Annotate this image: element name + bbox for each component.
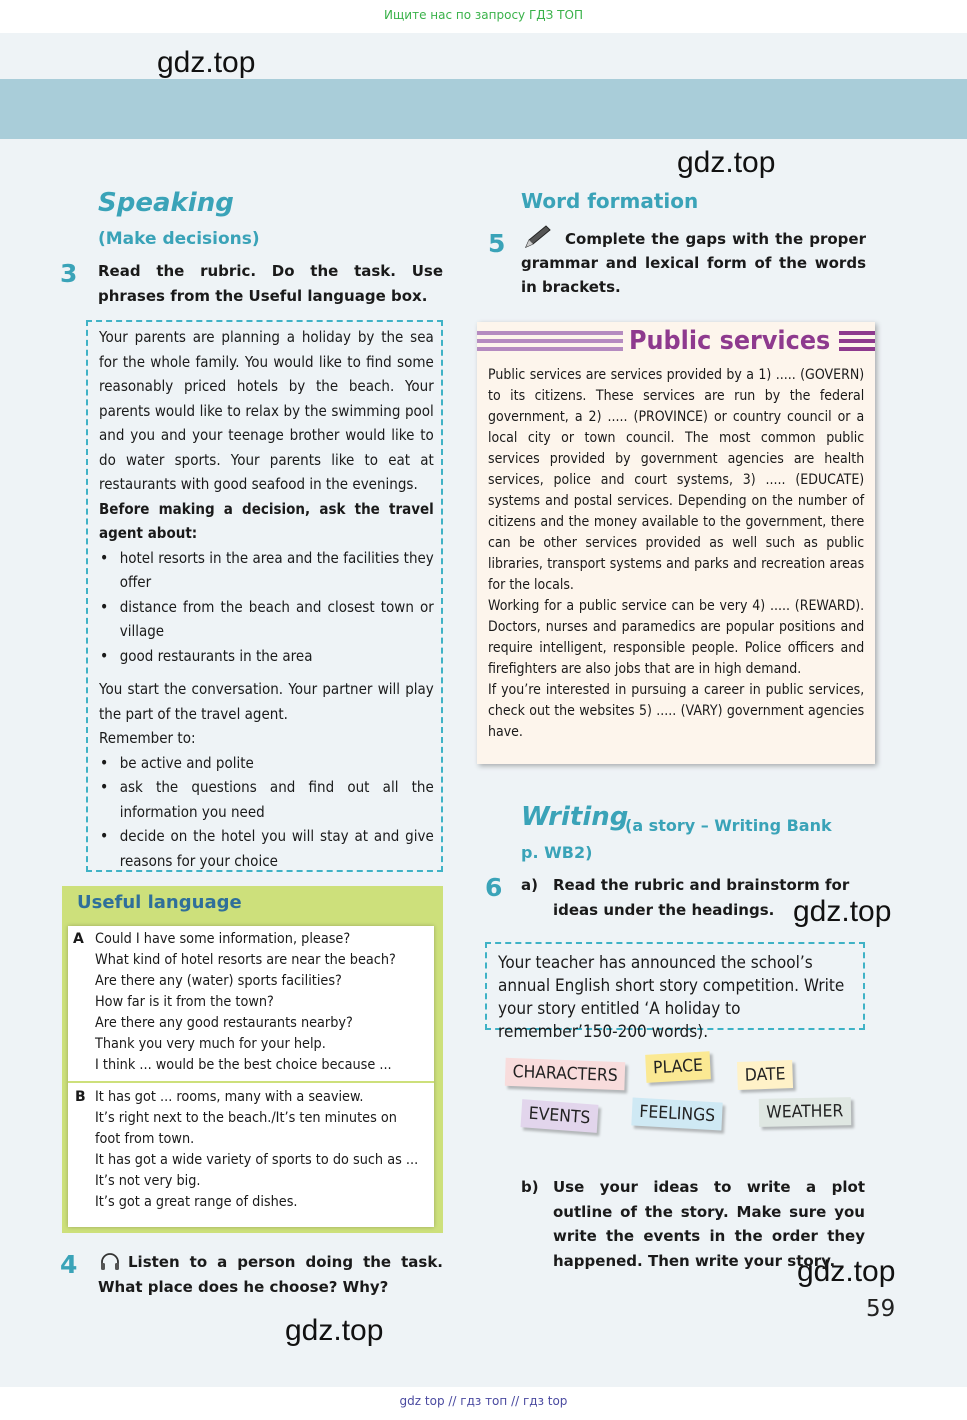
phrase-line: It has got a wide variety of sports to do such as ...	[95, 1152, 419, 1168]
task4-instruction: Listen to a person doing the task. What place does he choose? Why?	[98, 1253, 443, 1296]
watermark: gdz.top	[677, 146, 776, 179]
heading-tag: DATE	[737, 1060, 793, 1090]
speaking-subtitle: (Make decisions)	[98, 229, 260, 249]
ask-heading: Before making a decision, ask the travel agent about:	[99, 499, 434, 542]
start-text: You start the conversation. Your partner will play the part of the travel agent.	[99, 680, 434, 723]
writing-title: Writing	[521, 802, 629, 832]
list-item: • hotel resorts in the area and the facilities they offer	[120, 546, 434, 595]
watermark: gdz.top	[793, 895, 892, 928]
page-number: 59	[866, 1296, 896, 1322]
section-b-lines	[95, 1087, 446, 1213]
task3-instruction: Read the rubric. Do the task. Use phrases from the Useful language box.	[98, 262, 443, 305]
watermark: gdz.top	[285, 1314, 384, 1347]
speaking-rubric-box	[86, 320, 443, 872]
phrase-line: Are there any (water) sports facilities?	[95, 973, 342, 989]
card-paragraph: Working for a public service can be very 4) ..... (REWARD). Doctors, nurses and paramedics are popular positions and require intelligent, responsible people. Police officers and firefighters are also jobs that are in high demand.	[488, 598, 865, 677]
heading-tag: FEELINGS	[631, 1097, 723, 1130]
word-formation-title: Word formation	[521, 189, 699, 213]
speaking-title: Speaking	[98, 188, 234, 218]
heading-tag: WEATHER	[759, 1097, 851, 1127]
heading-tag: PLACE	[645, 1051, 711, 1083]
section-a-label: A	[73, 931, 84, 947]
list-item: • be active and polite	[120, 751, 434, 776]
useful-language-box	[62, 886, 443, 1233]
section-a-lines	[95, 929, 422, 1076]
rubric-content	[99, 325, 434, 873]
phrase-line: Could I have some information, please?	[95, 931, 351, 947]
phrase-line: It’s got a great range of dishes.	[95, 1194, 298, 1210]
phrase-line: Are there any good restaurants nearby?	[95, 1015, 353, 1031]
heading-tag: CHARACTERS	[505, 1058, 626, 1091]
task-number-6: 6	[485, 873, 503, 902]
task6b-instruction: Use your ideas to write a plot outline of the story. Make sure you write the events in the order they happened. Then write your story.	[553, 1178, 865, 1270]
writing-subtitle: (a story – Writing Bank p. WB2)	[521, 816, 832, 862]
section-b-label: B	[75, 1089, 86, 1105]
list-item: • good restaurants in the area	[120, 644, 434, 669]
watermark: gdz.top	[797, 1255, 896, 1288]
task-number-4: 4	[60, 1250, 78, 1279]
task-number-5: 5	[488, 229, 506, 258]
card-paragraph: If you’re interested in pursuing a career in public services, check out the websites 5) ..... (VARY) government agencies have.	[488, 682, 865, 740]
phrase-line: I think ... would be the best choice because ...	[95, 1057, 392, 1073]
card-paragraph: Public services are services provided by a 1) ..... (GOVERN) to its citizens. These services are run by the federal government, a 2) ..... (PROVINCE) or country council or a local city or town council. The most common public services provided by government agencies are health services, police and court systems, 3) ..... (EDUCATE) systems and postal services. Depending on the number of citizens and the money available to the government, there can be other services provided as well such as public libraries, transport systems and parks and recreation areas for the locals.	[488, 367, 865, 593]
ask-list	[99, 546, 434, 669]
useful-language-title: Useful language	[77, 892, 242, 913]
remember-heading: Remember to:	[99, 729, 196, 747]
writing-rubric: Your teacher has announced the school’s annual English short story competition. Write your story entitled ‘A holiday to remember’150-200 words).	[498, 953, 845, 1042]
useful-language-panel	[68, 926, 434, 1227]
divider	[68, 1081, 434, 1083]
task5-instruction: Complete the gaps with the proper grammar and lexical form of the words in brackets.	[521, 230, 866, 296]
bottom-note: gdz top // гдз топ // гдз top	[399, 1394, 568, 1408]
title-stripes-right	[839, 331, 875, 357]
phrase-line: How far is it from the town?	[95, 994, 274, 1010]
list-item: • ask the questions and find out all the information you need	[120, 775, 434, 824]
public-services-card	[477, 322, 875, 764]
writing-rubric-box	[485, 942, 865, 1042]
task6a-label: a)	[521, 876, 538, 894]
public-services-title: Public services	[629, 326, 831, 356]
watermark: gdz.top	[157, 46, 256, 79]
list-item: • decide on the hotel you will stay at and give reasons for your choice	[120, 824, 434, 873]
header-band	[0, 79, 967, 139]
phrase-line: Thank you very much for your help.	[95, 1036, 326, 1052]
task-number-3: 3	[60, 259, 78, 288]
top-note: Ищите нас по запросу ГДЗ ТОП	[384, 8, 583, 22]
list-item: • distance from the beach and closest town or village	[120, 595, 434, 644]
title-stripes-left	[477, 331, 623, 357]
phrase-line: foot from town.	[95, 1131, 195, 1147]
rubric-intro: Your parents are planning a holiday by the sea for the whole family. You would like to find some reasonably priced hotels by the beach. Your parents would like to relax by the swimming pool and you and your teenage brother would like to do water sports. Your parents like to eat at restaurants with good seafood in the evenings.	[99, 328, 434, 493]
task6a-instruction: Read the rubric and brainstorm for ideas under the headings.	[553, 876, 850, 919]
task6b-label: b)	[521, 1178, 539, 1196]
phrase-line: It’s right next to the beach./It’s ten minutes on	[95, 1110, 397, 1126]
phrase-line: It’s not very big.	[95, 1173, 201, 1189]
heading-tag: EVENTS	[521, 1099, 599, 1133]
phrase-line: What kind of hotel resorts are near the beach?	[95, 952, 396, 968]
remember-list	[99, 751, 434, 874]
public-services-text	[488, 365, 864, 743]
phrase-line: It has got ... rooms, many with a seaview.	[95, 1089, 364, 1105]
